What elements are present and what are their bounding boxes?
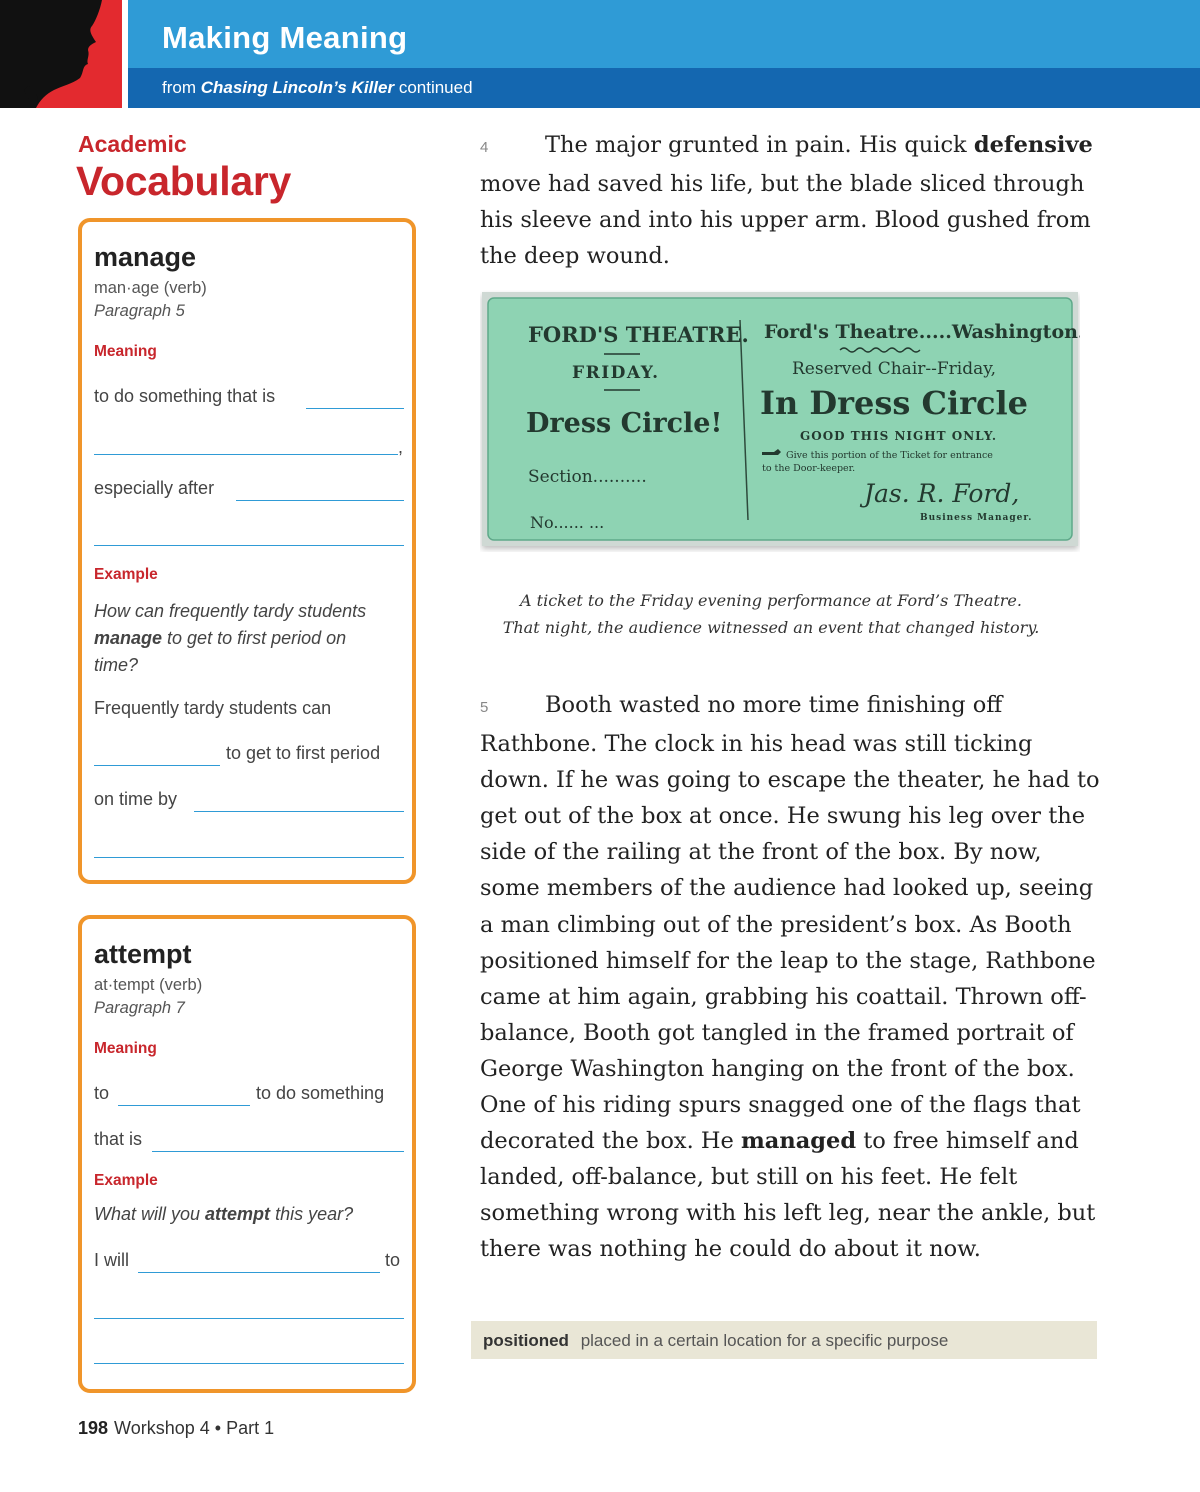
- caption-line: A ticket to the Friday evening performance at Ford’s Theatre.: [520, 591, 1022, 610]
- example-question-post: to get to first period on time?: [94, 628, 347, 675]
- answer-blank[interactable]: [94, 765, 220, 766]
- ticket-text: Section..........: [528, 467, 647, 487]
- paragraph-text: to free himself and landed, off-balance, but still on his feet. He felt something wrong with his left leg, near the ankle, but there was nothing he could do about it now.: [480, 1128, 1096, 1263]
- ticket-text: Dress Circle!: [526, 408, 723, 439]
- glossary-definition: placed in a certain location for a specific purpose: [580, 1331, 949, 1350]
- footer-section: Workshop 4 • Part 1: [114, 1418, 275, 1438]
- answer-blank[interactable]: [152, 1151, 404, 1152]
- vocab-heading-big: Vocabulary: [76, 158, 291, 204]
- ticket-text: Give this portion of the Ticket for entrance: [786, 450, 993, 461]
- answer-blank[interactable]: [94, 454, 398, 455]
- glossary-bar: [471, 1321, 1097, 1359]
- paragraph-number: 5: [480, 699, 489, 716]
- page-subtitle: [162, 78, 473, 98]
- ticket-text: to the Door-keeper.: [762, 463, 856, 474]
- vocab-paragraph-ref: Paragraph 7: [94, 999, 185, 1017]
- vocab-word: manage: [94, 242, 197, 272]
- paragraph-text: Booth wasted no more time finishing off Rathbone. The clock in his head was still ticking down. If he was going to escape the theater, he had to get out of the box at once. He swung his leg over the side of the railing at the front of the box. By now, some members of the audience had looked up, seeing a man climbing out of the president’s box. As Booth positioned himself for the leap to the stage, Rathbone came at him again, grabbing his coattail. Thrown off-balance, Booth got tangled in the framed portrait of George Washington hanging on the front of the box. One of his riding spurs snagged one of the flags that decorated the box. He: [480, 692, 1100, 1155]
- response-line: on time by: [94, 789, 178, 809]
- book-title: Chasing Lincoln’s Killer: [200, 78, 395, 97]
- page-footer: [78, 1418, 274, 1439]
- ticket-text: FRIDAY.: [572, 363, 660, 383]
- ticket-text: In Dress Circle: [760, 384, 1028, 422]
- answer-blank[interactable]: [94, 1363, 404, 1364]
- vocab-pronunciation: man·age (verb): [94, 279, 207, 297]
- paragraph-5: [480, 687, 1100, 1268]
- example-question: [94, 598, 394, 679]
- ticket-text: Ford's Theatre.....Washington.: [764, 321, 1080, 343]
- ticket-text: Reserved Chair--Friday,: [792, 359, 996, 379]
- subtitle-prefix: from: [162, 78, 196, 97]
- ticket-image: [480, 290, 1080, 552]
- caption-line: That night, the audience witnessed an event that changed history.: [502, 618, 1040, 637]
- paragraph-4: [480, 127, 1100, 274]
- vocab-word: attempt: [94, 939, 192, 969]
- example-question-word: attempt: [205, 1204, 271, 1224]
- meaning-line: especially after: [94, 478, 215, 498]
- vocab-heading-small: Academic: [78, 131, 187, 157]
- meaning-line: to do something: [256, 1083, 385, 1103]
- paragraph-text: move had saved his life, but the blade sliced through his sleeve and into his upper arm. Blood gushed from the deep wound.: [480, 171, 1091, 270]
- ticket-text: No...... ...: [530, 513, 605, 532]
- glossary-word: positioned: [483, 1331, 569, 1350]
- ticket-text: FORD'S THEATRE.: [528, 322, 749, 347]
- vocab-card-manage: [78, 218, 416, 884]
- bold-vocab-word: managed: [740, 1128, 857, 1155]
- answer-blank[interactable]: [118, 1105, 250, 1106]
- example-question-pre: What will you: [94, 1204, 206, 1224]
- answer-blank[interactable]: [94, 1318, 404, 1319]
- response-line: to: [385, 1250, 401, 1270]
- example-question-pre: How can frequently tardy students: [94, 601, 367, 621]
- example-question-word: manage: [94, 628, 163, 648]
- page-number: 198: [78, 1418, 109, 1438]
- page-title: Making Meaning: [162, 20, 408, 55]
- subtitle-suffix: continued: [398, 78, 473, 97]
- response-line: I will: [94, 1250, 129, 1270]
- meaning-line: that is: [94, 1129, 143, 1149]
- answer-blank[interactable]: [138, 1272, 380, 1273]
- example-label: Example: [94, 1172, 158, 1189]
- header-logo: [0, 0, 122, 108]
- ticket-caption: [480, 587, 1062, 641]
- ticket-text: Business Manager.: [920, 513, 1033, 523]
- answer-blank[interactable]: [236, 500, 404, 501]
- meaning-line: to do something that is: [94, 386, 276, 406]
- vocab-card-attempt: [78, 915, 416, 1393]
- vocab-pronunciation: at·tempt (verb): [94, 976, 203, 994]
- ticket-signature: Jas. R. Ford,: [864, 479, 1020, 508]
- example-question: [94, 1204, 353, 1225]
- comma-mark: ,: [398, 437, 404, 457]
- ticket-text: GOOD THIS NIGHT ONLY.: [800, 429, 998, 443]
- paragraph-text: The major grunted in pain. His quick: [545, 132, 974, 158]
- response-line: Frequently tardy students can: [94, 698, 332, 718]
- answer-blank[interactable]: [94, 857, 404, 858]
- example-label: Example: [94, 566, 158, 583]
- vocab-paragraph-ref: Paragraph 5: [94, 302, 185, 320]
- answer-blank[interactable]: [194, 811, 404, 812]
- meaning-label: Meaning: [94, 343, 157, 360]
- meaning-line: to: [94, 1083, 110, 1103]
- bold-vocab-word: defensive: [973, 132, 1093, 158]
- example-question-post: this year?: [270, 1204, 354, 1224]
- meaning-label: Meaning: [94, 1040, 157, 1057]
- head-silhouette-icon: [0, 0, 122, 108]
- answer-blank[interactable]: [306, 408, 404, 409]
- answer-blank[interactable]: [94, 545, 404, 546]
- response-line: to get to first period: [226, 743, 381, 763]
- paragraph-number: 4: [480, 139, 489, 156]
